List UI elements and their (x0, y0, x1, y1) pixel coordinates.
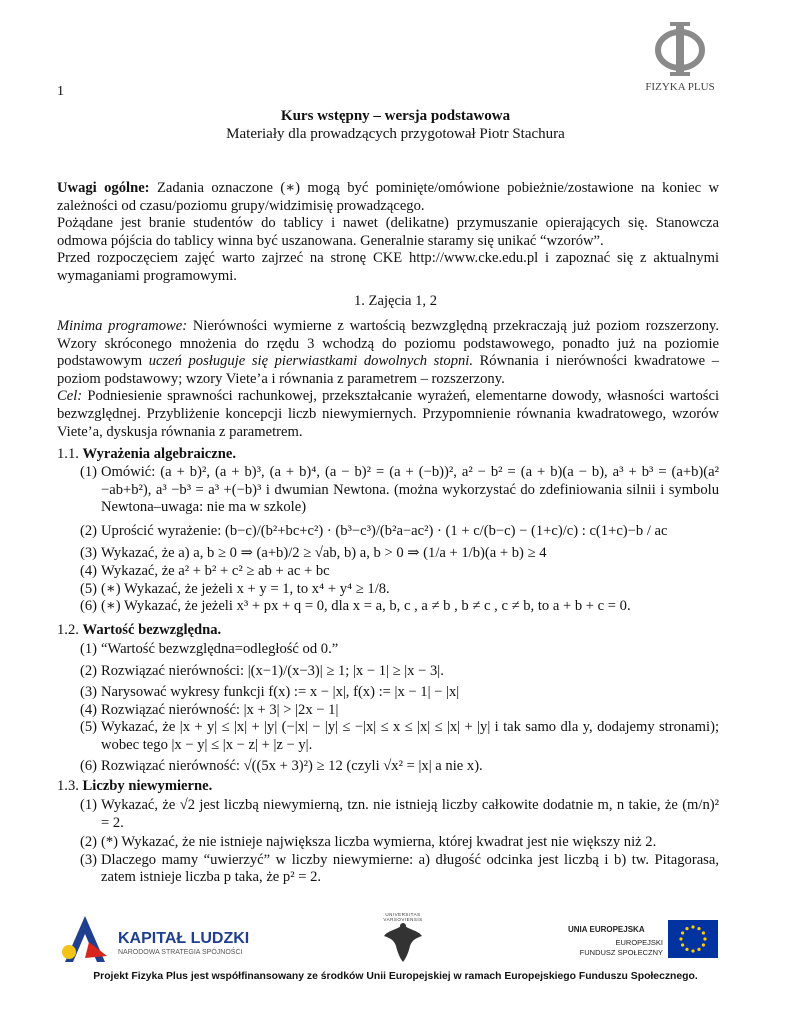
list-item: (1) Wykazać, że √2 jest liczbą niewymierną, tzn. nie istnieją liczby całkowite dodatnie m, n takie, że (m/n)² = 2. (79, 797, 719, 831)
subsection-heading (57, 778, 212, 795)
eu-flag (668, 920, 718, 958)
minima-italic: uczeń posługuje się pierwiastkami dowolnych stopni. (148, 353, 473, 370)
subsection-number: 1.1. (57, 446, 79, 462)
document-title: Kurs wstępny – wersja podstawowa (280, 108, 511, 124)
list-item: (1) Omówić: (a + b)², (a + b)³, (a + b)⁴, (a − b)² = (a + (−b))², a² − b² = (a + b)(a − b), a³ + b³ = (a+b)(a² −ab+b²), a³ −b³ = a³ +(−b)³ i dwumian Newtona. (można wykorzystać do zdefiniowania silnii i symbolu Newtona–uwaga: nie ma w szkole) (79, 464, 719, 516)
fizyka-plus-logo (640, 20, 720, 100)
remarks-p3: Przed rozpoczęciem zajęć warto zajrzeć na stronę CKE http://www.cke.edu.pl i zapoznać się z aktualnymi wymaganiami programowymi. (57, 250, 719, 284)
subsection-title: Wartość bezwzględna. (82, 622, 222, 638)
eu-star-icon (697, 927, 700, 930)
list-item: (3) Dlaczego mamy “uwierzyć” w liczby niewymierne: a) długość odcinka jest liczbą i b) tw. Pitagorasa, zatem istnieje liczba p taka, że p² = 2. (79, 851, 719, 886)
university-emblem (380, 912, 426, 966)
logo-text: FIZYKA PLUS (645, 81, 715, 93)
minima-text-2: Równania i nierówności kwadratowe – poziom podstawowy; wzory Viete’a i równania z parametrem – rozszerzony. (57, 353, 720, 387)
eu-star-icon (702, 943, 705, 946)
kl-title: KAPITAŁ LUDZKI (118, 930, 250, 947)
eu-star-icon (681, 943, 684, 946)
list-item: (3) Narysować wykresy funkcji f(x) := x − |x|, f(x) := |x − 1| − |x| (79, 684, 460, 701)
document-subtitle: Materiały dla prowadzących przygotował Piotr Stachura (226, 126, 565, 142)
eu-star-icon (685, 948, 688, 951)
remarks-p1: Zadania oznaczone (∗) mogą być pominięte/omówione pobieżnie/zostawione na koniec w zależności od czasu/poziomu grupy/widzimisię prowadzącego. (57, 180, 720, 214)
subsection-heading (57, 622, 221, 639)
list-item: (2) Uprościć wyrażenie: (b−c)/(b²+bc+c²) · (b³−c³)/(b²a−ac²) · (1 + c/(b−c) − (1+c)/c) : c(1+c)−b / ac (79, 522, 668, 539)
eu-star-icon (691, 925, 694, 928)
remarks-p2: Pożądane jest branie studentów do tablicy i nawet (delikatne) przymuszanie opierających się. Stanowcza odmowa pójścia do tablicy winna być uszanowana. Generalnie staramy się unikać “wzorów”. (57, 215, 719, 249)
list-item: (4) Wykazać, że a² + b² + c² ≥ ab + ac + bc (79, 562, 330, 579)
eu-star-icon (685, 927, 688, 930)
eu-star-icon (703, 937, 706, 940)
subsection-heading (57, 446, 236, 463)
list-item: (6) (∗) Wykazać, że jeżeli x³ + px + q = 0, dla x = a, b, c , a ≠ b , b ≠ c , c ≠ b, to a + b + c = 0. (79, 598, 631, 615)
eu-star-icon (681, 931, 684, 934)
minima-text-1: Nierówności wymierne z wartością bezwzględną przekraczają już poziom rozszerzony. Wzory skróconego mnożenia do rzędu 3 wchodzą do poziomu podstawowego, ponadto już na poziomie podstawowym (57, 318, 719, 370)
kapital-ludzki-icon (55, 912, 115, 968)
eagle-icon (380, 916, 426, 966)
subsection-number: 1.3. (57, 778, 79, 794)
eu-line2: FUNDUSZ SPOŁECZNY (579, 948, 663, 957)
section-intro (57, 318, 719, 441)
list-item: (4) Rozwiązać nierówność: |x + 3| > |2x − 1| (79, 701, 339, 718)
remarks-label: Uwagi ogólne: (57, 180, 150, 196)
eu-line1: EUROPEJSKI (615, 938, 663, 947)
phi-logo-icon (640, 20, 720, 100)
list-item: (2) Rozwiązać nierówności: |(x−1)/(x−3)| ≥ 1; |x − 1| ≥ |x − 3|. (79, 662, 444, 679)
list-item: (5) Wykazać, że |x + y| ≤ |x| + |y| (−|x| − |y| ≤ −|x| ≤ x ≤ |x| ≤ |x| + |y| i tak samo dla y, dodajemy stronami); wobec tego |x − y| ≤ |x − z| + |z − y|. (79, 719, 719, 753)
subsection-title: Wyrażenia algebraiczne. (82, 446, 237, 462)
list-item: (5) (∗) Wykazać, że jeżeli x + y = 1, to x⁴ + y⁴ ≥ 1/8. (79, 580, 390, 597)
eu-flag-icon (668, 920, 718, 958)
page-number: 1 (57, 84, 64, 99)
general-remarks (57, 180, 719, 286)
kl-subtitle: NARODOWA STRATEGIA SPÓJNOŚCI (118, 949, 243, 956)
list-item: (2) (*) Wykazać, że nie istnieje największa liczba wymierna, której kwadrat jest nie większy niż 2. (79, 834, 657, 851)
subsection-list (67, 464, 719, 616)
university-text: UNIVERSITAS VARSOVIENSIS (383, 912, 423, 922)
list-item: (3) Wykazać, że a) a, b ≥ 0 ⇒ (a+b)/2 ≥ √ab, b) a, b > 0 ⇒ (1/a + 1/b)(a + b) ≥ 4 (79, 545, 547, 562)
minima-label: Minima programowe: (57, 318, 188, 334)
eu-star-icon (679, 937, 682, 940)
eu-star-icon (691, 949, 694, 952)
list-item: (1) “Wartość bezwzględna=odległość od 0.” (79, 641, 339, 657)
footer-text: Projekt Fizyka Plus jest współfinansowany ze środków Unii Europejskiej w ramach Europejskiego Funduszu Społecznego. (93, 971, 698, 982)
eu-title: UNIA EUROPEJSKA (568, 925, 645, 934)
eu-star-icon (702, 931, 705, 934)
subsection-list (67, 797, 719, 887)
list-item: (6) Rozwiązać nierówność: √((5x + 3)²) ≥ 12 (czyli √x² = |x| a nie x). (79, 757, 483, 774)
section-title: 1. Zajęcia 1, 2 (353, 293, 438, 309)
subsection-title: Liczby niewymierne. (82, 778, 213, 794)
kapital-ludzki-emblem (55, 912, 115, 968)
eu-star-icon (697, 948, 700, 951)
cel-text: Podniesienie sprawności rachunkowej, przekształcanie wyrażeń, elementarne dowody, własności wartości bezwzględnej. Przybliżenie koncepcji liczb niewymiernych. Przypomnienie równania kwadratowego, wzorów Viete’a, dyskusja równania z parametrem. (57, 388, 719, 440)
subsection-list (67, 641, 719, 775)
cel-label: Cel: (57, 388, 83, 405)
subsection-number: 1.2. (57, 622, 79, 638)
